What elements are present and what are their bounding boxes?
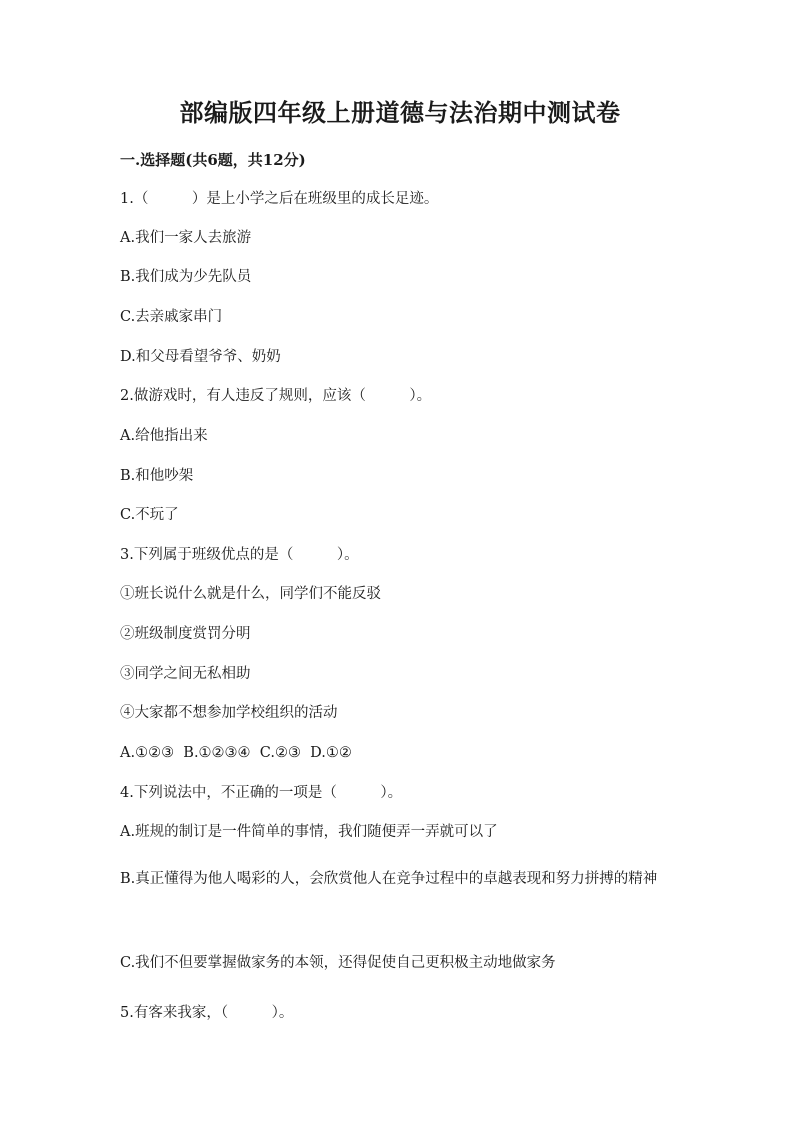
section-heading: 一.选择题(共6题，共12分)	[120, 151, 306, 169]
question-1-option-d: D.和父母看望爷爷、奶奶	[120, 349, 281, 365]
question-3-statement-2: ②班级制度赏罚分明	[120, 626, 251, 642]
question-4-option-a: A.班规的制订是一件简单的事情，我们随便弄一弄就可以了	[120, 824, 498, 840]
question-4-option-c: C.我们不但要掌握做家务的本领，还得促使自己更积极主动地做家务	[120, 955, 556, 971]
question-4-stem: 4.下列说法中，不正确的一项是（ ）。	[120, 785, 403, 801]
question-2-option-a: A.给他指出来	[120, 428, 208, 444]
question-2-stem: 2.做游戏时，有人违反了规则，应该（ ）。	[120, 388, 432, 404]
question-2-option-c: C.不玩了	[120, 507, 179, 523]
question-1-option-c: C.去亲戚家串门	[120, 309, 223, 325]
question-2-option-b: B.和他吵架	[120, 468, 194, 484]
question-3-statement-1: ①班长说什么就是什么，同学们不能反驳	[120, 586, 381, 602]
question-3-statement-3: ③同学之间无私相助	[120, 666, 251, 682]
question-3-stem: 3.下列属于班级优点的是（ ）。	[120, 547, 359, 563]
page-title: 部编版四年级上册道德与法治期中测试卷	[179, 98, 621, 127]
question-3-statement-4: ④大家都不想参加学校组织的活动	[120, 705, 338, 721]
question-1-option-b: B.我们成为少先队员	[120, 269, 252, 285]
question-5-stem: 5.有客来我家，（ ）。	[120, 1005, 294, 1021]
question-1-option-a: A.我们一家人去旅游	[120, 230, 252, 246]
question-3-options: A.①②③ B.①②③④ C.②③ D.①②	[120, 745, 352, 761]
question-4-option-b: B.真正懂得为他人喝彩的人，会欣赏他人在竞争过程中的卓越表现和努力拼搏的精神	[120, 871, 658, 887]
question-1-stem: 1.（ ）是上小学之后在班级里的成长足迹。	[120, 191, 439, 207]
